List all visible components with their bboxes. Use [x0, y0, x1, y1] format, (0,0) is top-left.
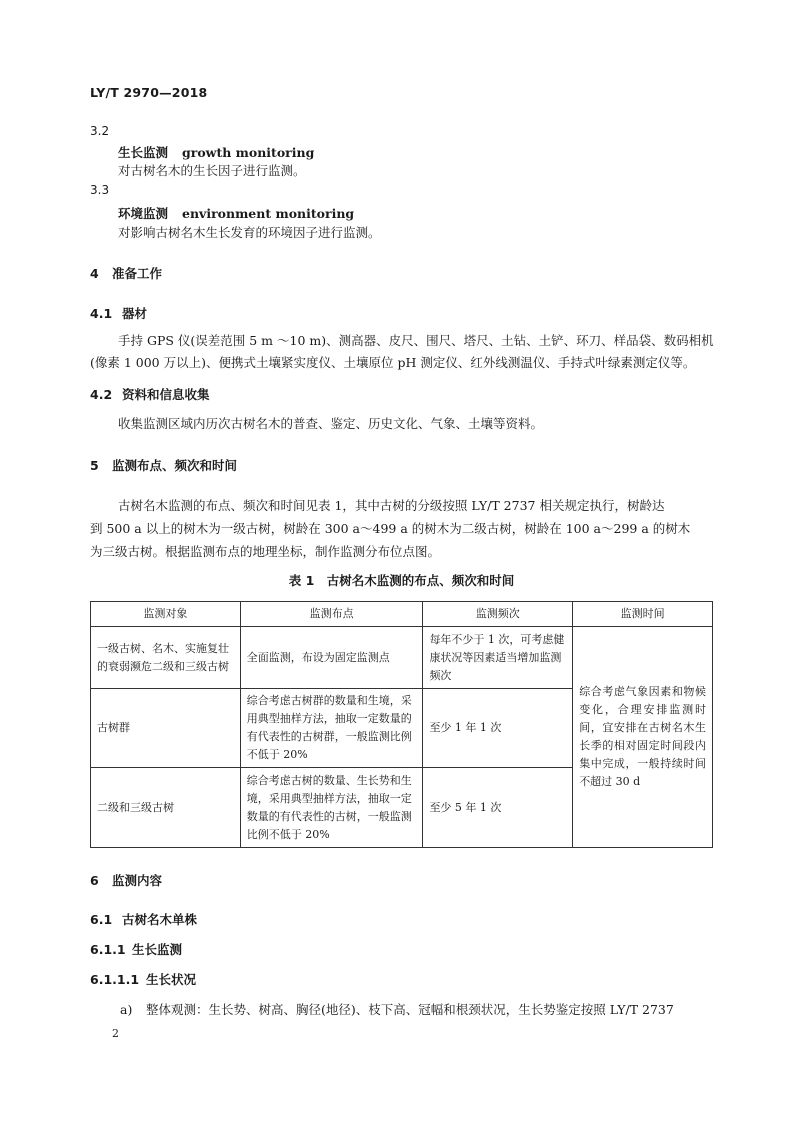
section-title: 准备工作	[112, 266, 163, 281]
term-title	[118, 142, 314, 161]
table-header-row	[91, 602, 713, 627]
section-title: 监测布点、频次和时间	[112, 458, 238, 473]
table-cell-points: 全面监测，布设为固定监测点	[240, 627, 423, 689]
section-4-heading	[90, 264, 162, 282]
section-6-1-heading	[90, 910, 197, 928]
table-header-cell: 监测布点	[240, 602, 423, 627]
table-cell-object: 古树群	[91, 689, 241, 768]
term-title	[118, 203, 354, 222]
table-cell-object: 二级和三级古树	[91, 768, 241, 848]
table-header-cell: 监测对象	[91, 602, 241, 627]
term-definition: 对古树名木的生长因子进行监测。	[118, 163, 306, 178]
table-cell-points: 综合考虑古树的数量、生长势和生境，采用典型抽样方法，抽取一定数量的有代表性的古树，一般监测比例不低于 20%	[240, 768, 423, 848]
section-5-heading	[90, 456, 237, 474]
table-header-cell: 监测频次	[423, 602, 573, 627]
section-6-heading	[90, 871, 162, 889]
section-number: 4.1	[90, 306, 113, 321]
table-cell-object: 一级古树、名木、实施复壮的衰弱濒危二级和三级古树	[91, 627, 241, 689]
section-title: 古树名木单株	[122, 912, 198, 927]
section-number: 4	[90, 266, 99, 281]
table-caption: 表 1 古树名木监测的布点、频次和时间	[288, 573, 515, 588]
list-item-text: 整体观测：生长势、树高、胸径(地径)、枝下高、冠幅和根颈状况，生长势鉴定按照 LY/T 2737	[146, 1002, 674, 1017]
section-number: 6	[90, 873, 99, 888]
section-number: 6.1	[90, 912, 113, 927]
paragraph-line: 为三级古树。根据监测布点的地理坐标，制作监测分布位点图。	[90, 544, 441, 559]
list-item-a	[120, 999, 674, 1020]
section-number: 6.1.1.1	[90, 972, 140, 987]
section-title: 监测内容	[112, 873, 163, 888]
table-cell-frequency: 每年不少于 1 次，可考虑健康状况等因素适当增加监测频次	[423, 627, 573, 689]
paragraph-line: (像素 1 000 万以上)、便携式土壤紧实度仪、土壤原位 pH 测定仪、红外线测温仪、手持式叶绿素测定仪等。	[90, 355, 696, 370]
table-cell-time: 综合考虑气象因素和物候变化，合理安排监测时间，宜安排在古树名木生长季的相对固定时间段内集中完成，一般持续时间不超过 30 d	[573, 627, 713, 848]
paragraph-line: 手持 GPS 仪(误差范围 5 m ～10 m)、测高器、皮尺、围尺、塔尺、土钻、土铲、环刀、样品袋、数码相机	[118, 333, 714, 348]
section-4-2-heading	[90, 385, 210, 403]
section-title: 生长监测	[132, 942, 183, 957]
term-zh: 生长监测	[118, 145, 169, 160]
section-number: 4.2	[90, 387, 113, 402]
table-cell-frequency: 至少 1 年 1 次	[423, 689, 573, 768]
section-title: 器材	[122, 306, 148, 321]
page-number: 2	[112, 1027, 119, 1040]
table-row	[91, 627, 713, 689]
term-number: 3.2	[90, 124, 110, 138]
table-header-cell: 监测时间	[573, 602, 713, 627]
section-title: 资料和信息收集	[122, 387, 210, 402]
section-4-1-heading	[90, 304, 147, 322]
paragraph-line: 收集监测区域内历次古树名木的普查、鉴定、历史文化、气象、土壤等资料。	[118, 416, 544, 431]
section-6-1-1-1-heading	[90, 970, 196, 988]
term-definition: 对影响古树名木生长发育的环境因子进行监测。	[118, 225, 381, 240]
list-item-label: a)	[120, 1002, 133, 1017]
section-number: 6.1.1	[90, 942, 126, 957]
term-number: 3.3	[90, 183, 110, 197]
monitoring-table	[90, 601, 713, 848]
section-title: 生长状况	[146, 972, 197, 987]
paragraph-line: 到 500 a 以上的树木为一级古树，树龄在 300 a～499 a 的树木为二级古树，树龄在 100 a～299 a 的树木	[90, 521, 691, 536]
standard-code-header: LY/T 2970—2018	[90, 85, 208, 100]
paragraph-line: 古树名木监测的布点、频次和时间见表 1，其中古树的分级按照 LY/T 2737 相关规定执行，树龄达	[118, 498, 665, 513]
term-en: growth monitoring	[182, 145, 315, 160]
term-zh: 环境监测	[118, 206, 169, 221]
term-en: environment monitoring	[182, 206, 355, 221]
table-cell-points: 综合考虑古树群的数量和生境，采用典型抽样方法，抽取一定数量的有代表性的古树群，一般监测比例不低于 20%	[240, 689, 423, 768]
section-number: 5	[90, 458, 99, 473]
table-cell-frequency: 至少 5 年 1 次	[423, 768, 573, 848]
section-6-1-1-heading	[90, 940, 182, 958]
